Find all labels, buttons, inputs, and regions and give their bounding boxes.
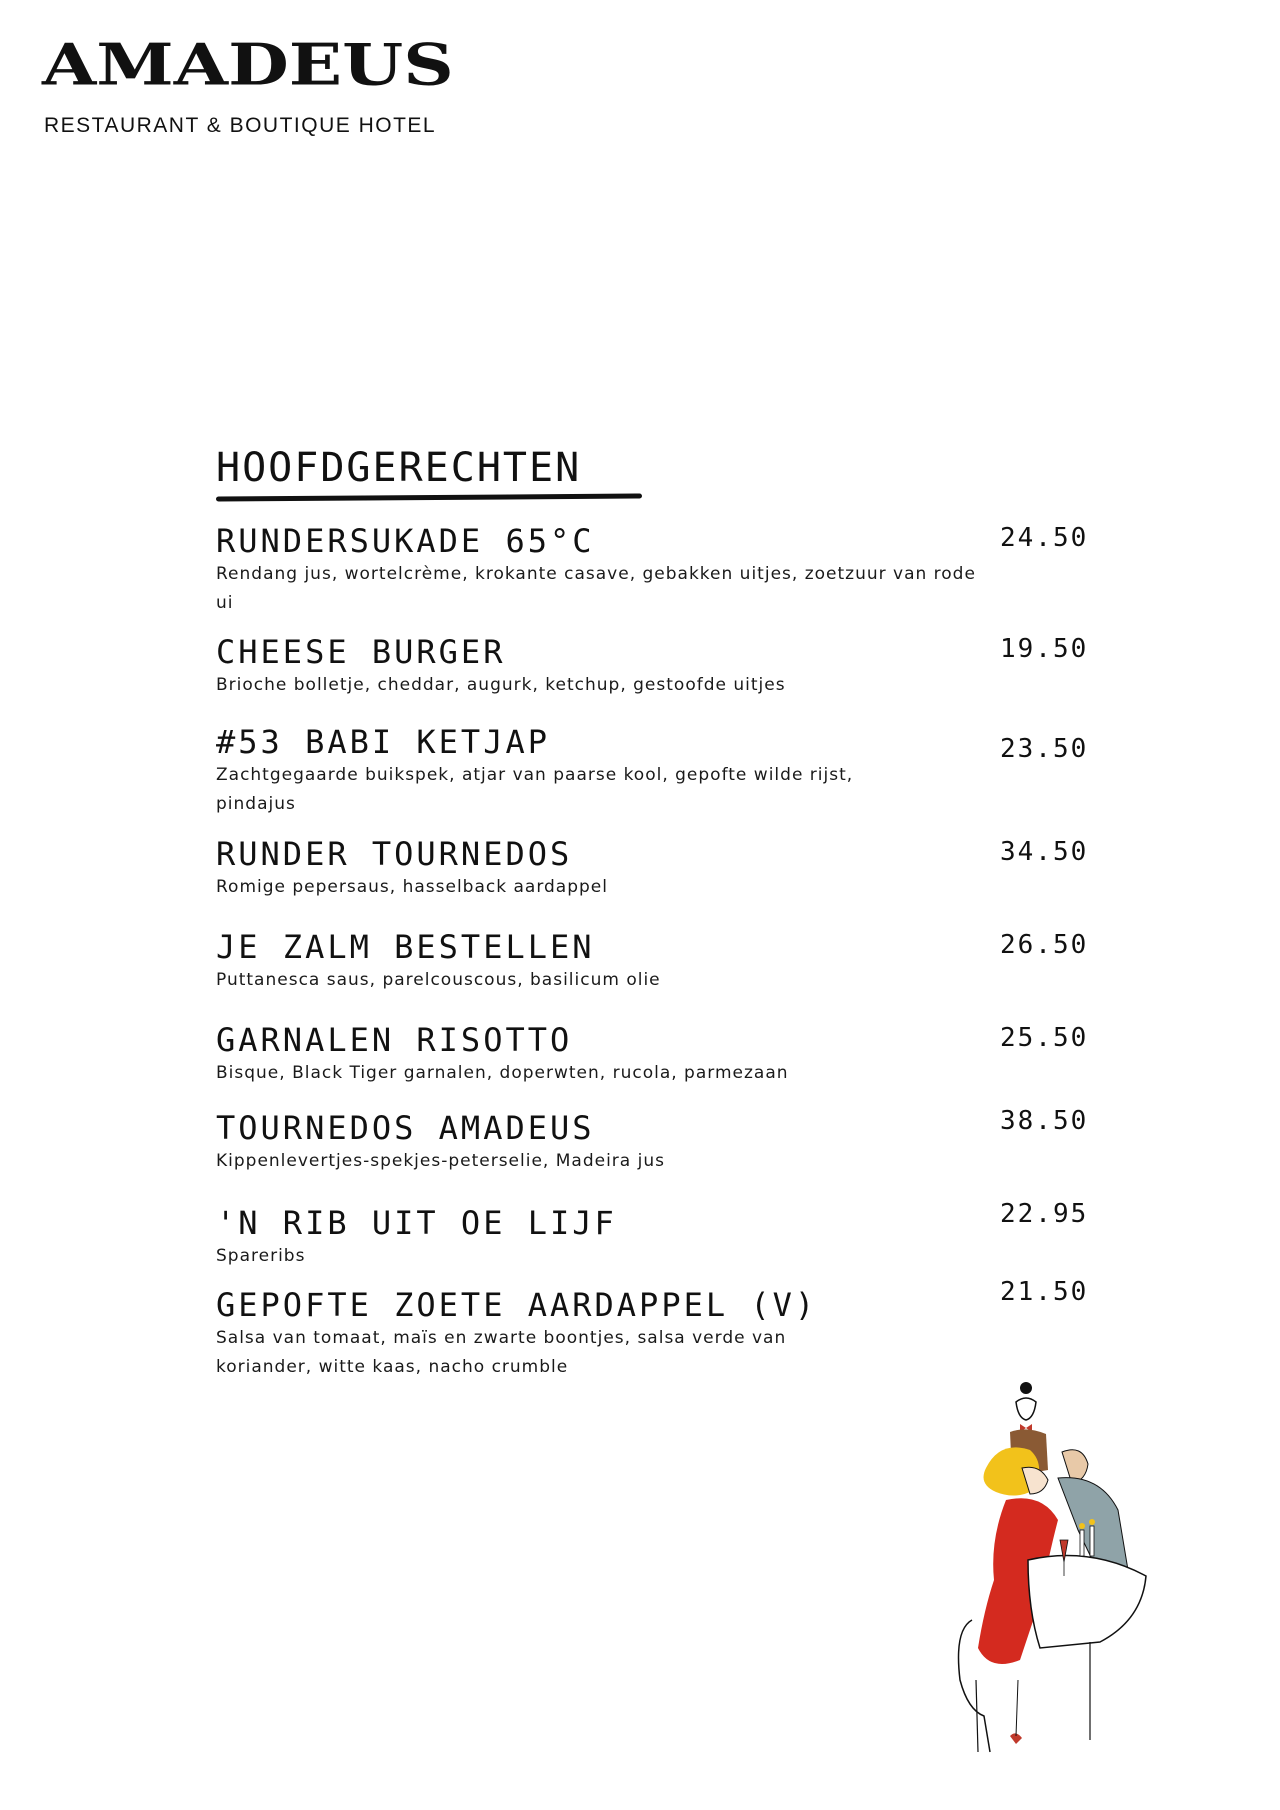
menu-item (216, 723, 996, 819)
dish-name: TOURNEDOS AMADEUS (216, 1109, 595, 1147)
dish-description: Kippenlevertjes-spekjes-peterselie, Madeira jus (216, 1151, 665, 1171)
dish-name: CHEESE BURGER (216, 633, 506, 671)
menu-item (216, 1109, 996, 1176)
dish-description: Puttanesca saus, parelcouscous, basilicum olie (216, 970, 661, 990)
dish-name: RUNDERSUKADE 65°C (216, 522, 595, 560)
brand-tagline: RESTAURANT & BOUTIQUE HOTEL (44, 114, 437, 137)
dish-price: 19.50 (1000, 634, 1089, 664)
menu-item (216, 522, 996, 618)
dish-description: Romige pepersaus, hasselback aardappel (216, 877, 608, 897)
dining-couple-illustration (950, 1380, 1150, 1760)
dish-description: Rendang jus, wortelcrème, krokante casave, gebakken uitjes, zoetzuur van rode ui (216, 564, 976, 613)
dish-description: Brioche bolletje, cheddar, augurk, ketchup, gestoofde uitjes (216, 675, 786, 695)
dish-description: Zachtgegaarde buikspek, atjar van paarse kool, gepofte wilde rijst, pindajus (216, 765, 854, 814)
dish-description: Spareribs (216, 1246, 306, 1266)
section-title: HOOFDGERECHTEN (216, 445, 582, 491)
dish-price: 24.50 (1000, 523, 1089, 553)
dish-name: 'N RIB UIT OE LIJF (216, 1204, 617, 1242)
dish-price: 26.50 (1000, 930, 1089, 960)
dish-price: 22.95 (1000, 1199, 1089, 1229)
dish-name: RUNDER TOURNEDOS (216, 835, 573, 873)
dish-name: JE ZALM BESTELLEN (216, 928, 595, 966)
menu-item (216, 1204, 996, 1271)
dish-price: 21.50 (1000, 1277, 1089, 1307)
menu-item (216, 1021, 996, 1088)
menu-item (216, 835, 996, 902)
dish-description: Bisque, Black Tiger garnalen, doperwten, rucola, parmezaan (216, 1063, 789, 1083)
dish-price: 25.50 (1000, 1023, 1089, 1053)
dish-name: GEPOFTE ZOETE AARDAPPEL (V) (216, 1286, 818, 1324)
section-underline (216, 494, 642, 502)
dish-price: 38.50 (1000, 1106, 1089, 1136)
menu-item (216, 633, 996, 700)
menu-item (216, 928, 996, 995)
dish-name: #53 BABI KETJAP (216, 723, 550, 761)
dish-price: 23.50 (1000, 734, 1089, 764)
brand-name: AMADEUS (42, 30, 454, 99)
dish-description: Salsa van tomaat, maïs en zwarte boontjes, salsa verde van koriander, witte kaas, nacho crumble (216, 1328, 787, 1377)
menu-item (216, 1286, 996, 1382)
dish-price: 34.50 (1000, 837, 1089, 867)
dish-name: GARNALEN RISOTTO (216, 1021, 573, 1059)
